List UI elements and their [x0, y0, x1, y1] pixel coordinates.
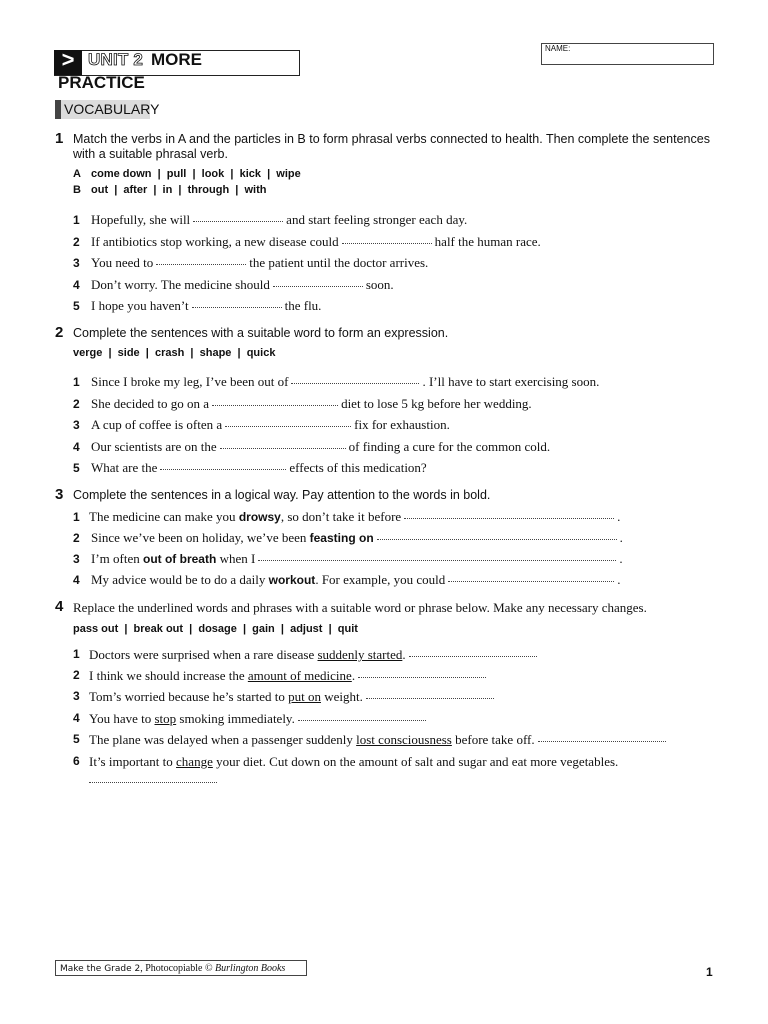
word-box: verge | side | crash | shape | quick [73, 347, 276, 359]
answer-blank[interactable] [89, 781, 217, 783]
item-number: 5 [73, 461, 80, 475]
exercise-2-instruction: Complete the sentences with a suitable word to form an expression. [73, 326, 449, 340]
sentence: I think we should increase the amount of medicine. [89, 668, 489, 684]
sentence: Since we’ve been on holiday, we’ve been feasting on . [91, 530, 623, 545]
answer-blank[interactable] [291, 382, 419, 384]
answer-blank[interactable] [225, 425, 351, 427]
answer-blank[interactable] [273, 285, 363, 287]
item-number: 3 [73, 418, 80, 432]
item-number: 3 [73, 256, 80, 270]
answer-blank[interactable] [409, 655, 537, 657]
answer-blank[interactable] [298, 719, 426, 721]
sentence: You have to stop smoking immediately. [89, 711, 429, 727]
item-number: 1 [73, 213, 80, 227]
item-number: 4 [73, 440, 80, 454]
item-number: 3 [73, 552, 80, 566]
item-number: 4 [73, 278, 80, 292]
section-heading: VOCABULARY [55, 100, 150, 119]
exercise-1-number: 1 [55, 130, 64, 147]
sentence: The plane was delayed when a passenger suddenly lost consciousness before take off. [89, 732, 669, 748]
sentence: If antibiotics stop working, a new disease could half the human race. [91, 234, 541, 249]
sentence: Our scientists are on the of finding a cure for the common cold. [91, 439, 551, 454]
unit-label: UNIT 2 [88, 50, 144, 69]
sentence: The medicine can make you drowsy, so don’t take it before . [89, 509, 621, 524]
sentence: I’m often out of breath when I . [91, 551, 623, 566]
answer-blank[interactable] [377, 538, 617, 540]
sentence: A cup of coffee is often a fix for exhaustion. [91, 417, 450, 432]
item-number: 4 [73, 711, 80, 725]
exercise-1-instruction: Match the verbs in A and the particles in B to form phrasal verbs connected to health. Then complete the sentences with a suitable phrasal verb. [73, 132, 710, 161]
answer-blank[interactable] [366, 697, 494, 699]
answer-blank[interactable] [342, 242, 432, 244]
answer-blank[interactable] [212, 404, 338, 406]
exercise-3-number: 3 [55, 486, 64, 503]
answer-blank[interactable] [156, 263, 246, 265]
page-number: 1 [706, 965, 713, 979]
item-number: 1 [73, 510, 80, 524]
sentence: Hopefully, she will and start feeling stronger each day. [91, 212, 468, 227]
item-number: 5 [73, 299, 80, 313]
item-number: 2 [73, 668, 80, 682]
sentence: Doctors were surprised when a rare disease suddenly started. [89, 647, 540, 663]
item-number: 1 [73, 647, 80, 661]
answer-blank[interactable] [160, 468, 286, 470]
sentence: I hope you haven’t the flu. [91, 298, 322, 313]
item-number: 6 [73, 754, 80, 768]
exercise-4-number: 4 [55, 598, 64, 615]
answer-blank[interactable] [358, 676, 486, 678]
footer-credit: Make the Grade 2, Photocopiable © Burlington Books [55, 960, 307, 976]
answer-blank[interactable] [220, 447, 346, 449]
item-number: 4 [73, 573, 80, 587]
word-box: pass out | break out | dosage | gain | adjust | quit [73, 623, 358, 635]
exercise-4-instruction: Replace the underlined words and phrases with a suitable word or phrase below. Make any necessary changes. [73, 600, 647, 615]
practice-label: PRACTICE [58, 73, 145, 92]
item-number: 2 [73, 531, 80, 545]
answer-blank[interactable] [404, 517, 614, 519]
sentence: You need to the patient until the doctor arrives. [91, 255, 429, 270]
exercise-3-instruction: Complete the sentences in a logical way. Pay attention to the words in bold. [73, 488, 491, 502]
sentence: Tom’s worried because he’s started to put on weight. [89, 689, 497, 705]
sentence: My advice would be to do a daily workout. For example, you could . [91, 572, 621, 587]
arrow-icon: > [54, 50, 82, 75]
item-number: 5 [73, 732, 80, 746]
row-b-label: B [73, 184, 81, 196]
answer-blank[interactable] [258, 559, 616, 561]
sentence: Don’t worry. The medicine should soon. [91, 277, 394, 292]
item-number: 1 [73, 375, 80, 389]
row-a-words: come down | pull | look | kick | wipe [91, 168, 301, 180]
sentence: It’s important to change your diet. Cut down on the amount of salt and sugar and eat more vegetables. [89, 754, 619, 769]
sentence: She decided to go on a diet to lose 5 kg before her wedding. [91, 396, 532, 411]
answer-blank[interactable] [448, 580, 614, 582]
answer-blank[interactable] [538, 740, 666, 742]
answer-blank[interactable] [193, 220, 283, 222]
exercise-2-number: 2 [55, 324, 64, 341]
name-label: NAME: [545, 44, 571, 53]
row-a-label: A [73, 168, 81, 180]
more-label: MORE [151, 50, 202, 69]
row-b-words: out | after | in | through | with [91, 184, 267, 196]
item-number: 2 [73, 397, 80, 411]
sentence: Since I broke my leg, I’ve been out of . I’ll have to start exercising soon. [91, 374, 600, 389]
sentence: What are the effects of this medication? [91, 460, 427, 475]
item-number: 2 [73, 235, 80, 249]
answer-blank[interactable] [192, 306, 282, 308]
item-number: 3 [73, 689, 80, 703]
